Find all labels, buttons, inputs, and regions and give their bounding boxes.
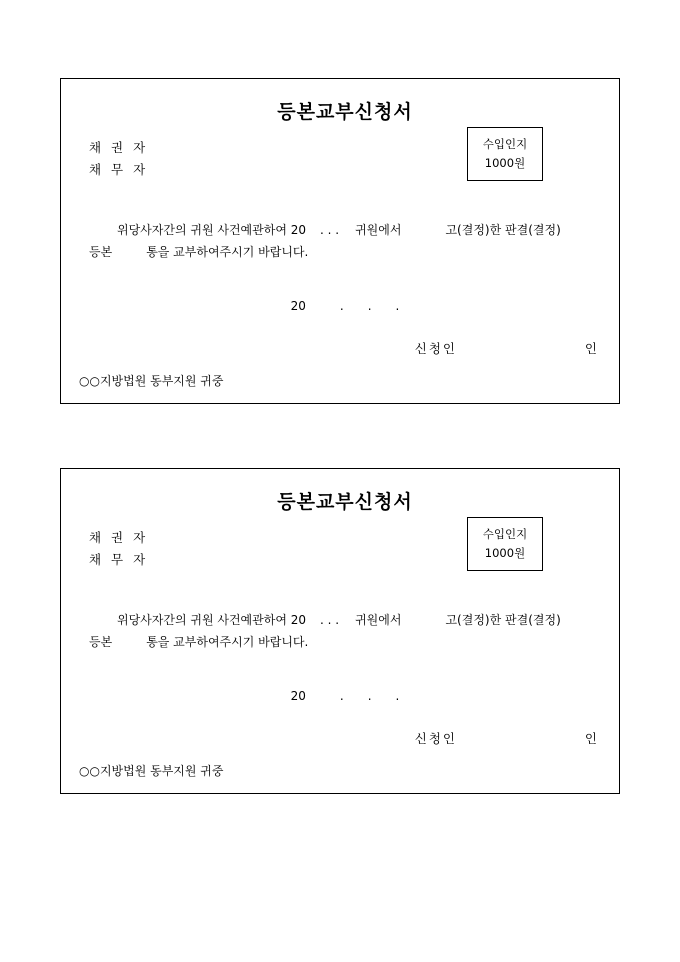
body-line-1-part-b: 귀원에서: [355, 223, 402, 237]
parties-block: [89, 527, 148, 571]
revenue-stamp-label: 수입인지: [482, 137, 528, 151]
date-dots: . . .: [339, 689, 400, 703]
body-line-1: [89, 219, 597, 241]
creditor-label: 채 권 자: [89, 140, 149, 155]
application-form-1: [60, 78, 620, 404]
revenue-stamp-label: 수입인지: [482, 527, 528, 541]
parties-block: [89, 137, 148, 181]
form-title: 등본교부신청서: [277, 101, 413, 123]
form-body-text: [89, 219, 597, 263]
date-year: 20: [290, 299, 306, 313]
debtor-label: 채 무 자: [89, 552, 149, 567]
body-line-2-part-b: 통을 교부하여주시기 바랍니다.: [146, 245, 309, 259]
body-line-2-part-a: 등본: [89, 635, 113, 649]
body-line-2-part-a: 등본: [89, 245, 113, 259]
body-line-1-dots: . . .: [320, 613, 340, 627]
body-line-1-part-a: 위당사자간의 귀원 사건예관하여 20: [117, 223, 307, 237]
application-form-2: [60, 468, 620, 794]
debtor-label: 채 무 자: [89, 162, 149, 177]
applicant-label: 신청인: [414, 341, 457, 356]
seal-mark: 인: [584, 341, 597, 356]
applicant-line: [61, 339, 597, 357]
body-line-1-part-b: 귀원에서: [355, 613, 402, 627]
date-line: [61, 297, 619, 314]
creditor-label: 채 권 자: [89, 530, 149, 545]
revenue-stamp-box: [467, 517, 543, 571]
revenue-stamp-box: [467, 127, 543, 181]
body-line-2: [89, 631, 597, 653]
body-line-1-part-a: 위당사자간의 귀원 사건예관하여 20: [117, 613, 307, 627]
body-line-1-dots: . . .: [320, 223, 340, 237]
applicant-label: 신청인: [414, 731, 457, 746]
body-line-2: [89, 241, 597, 263]
revenue-stamp-amount: 1000원: [484, 546, 526, 560]
revenue-stamp-amount: 1000원: [484, 156, 526, 170]
body-line-1-part-c: 고(결정)한 판결(결정): [445, 223, 561, 237]
form-title: 등본교부신청서: [277, 491, 413, 513]
body-line-2-part-b: 통을 교부하여주시기 바랍니다.: [146, 635, 309, 649]
court-footer: ○○지방법원 동부지원 귀중: [79, 764, 224, 778]
seal-mark: 인: [584, 731, 597, 746]
form-body-text: [89, 609, 597, 653]
date-line: [61, 687, 619, 704]
applicant-line: [61, 729, 597, 747]
body-line-1: [89, 609, 597, 631]
date-dots: . . .: [339, 299, 400, 313]
court-footer: ○○지방법원 동부지원 귀중: [79, 374, 224, 388]
date-year: 20: [290, 689, 306, 703]
body-line-1-part-c: 고(결정)한 판결(결정): [445, 613, 561, 627]
